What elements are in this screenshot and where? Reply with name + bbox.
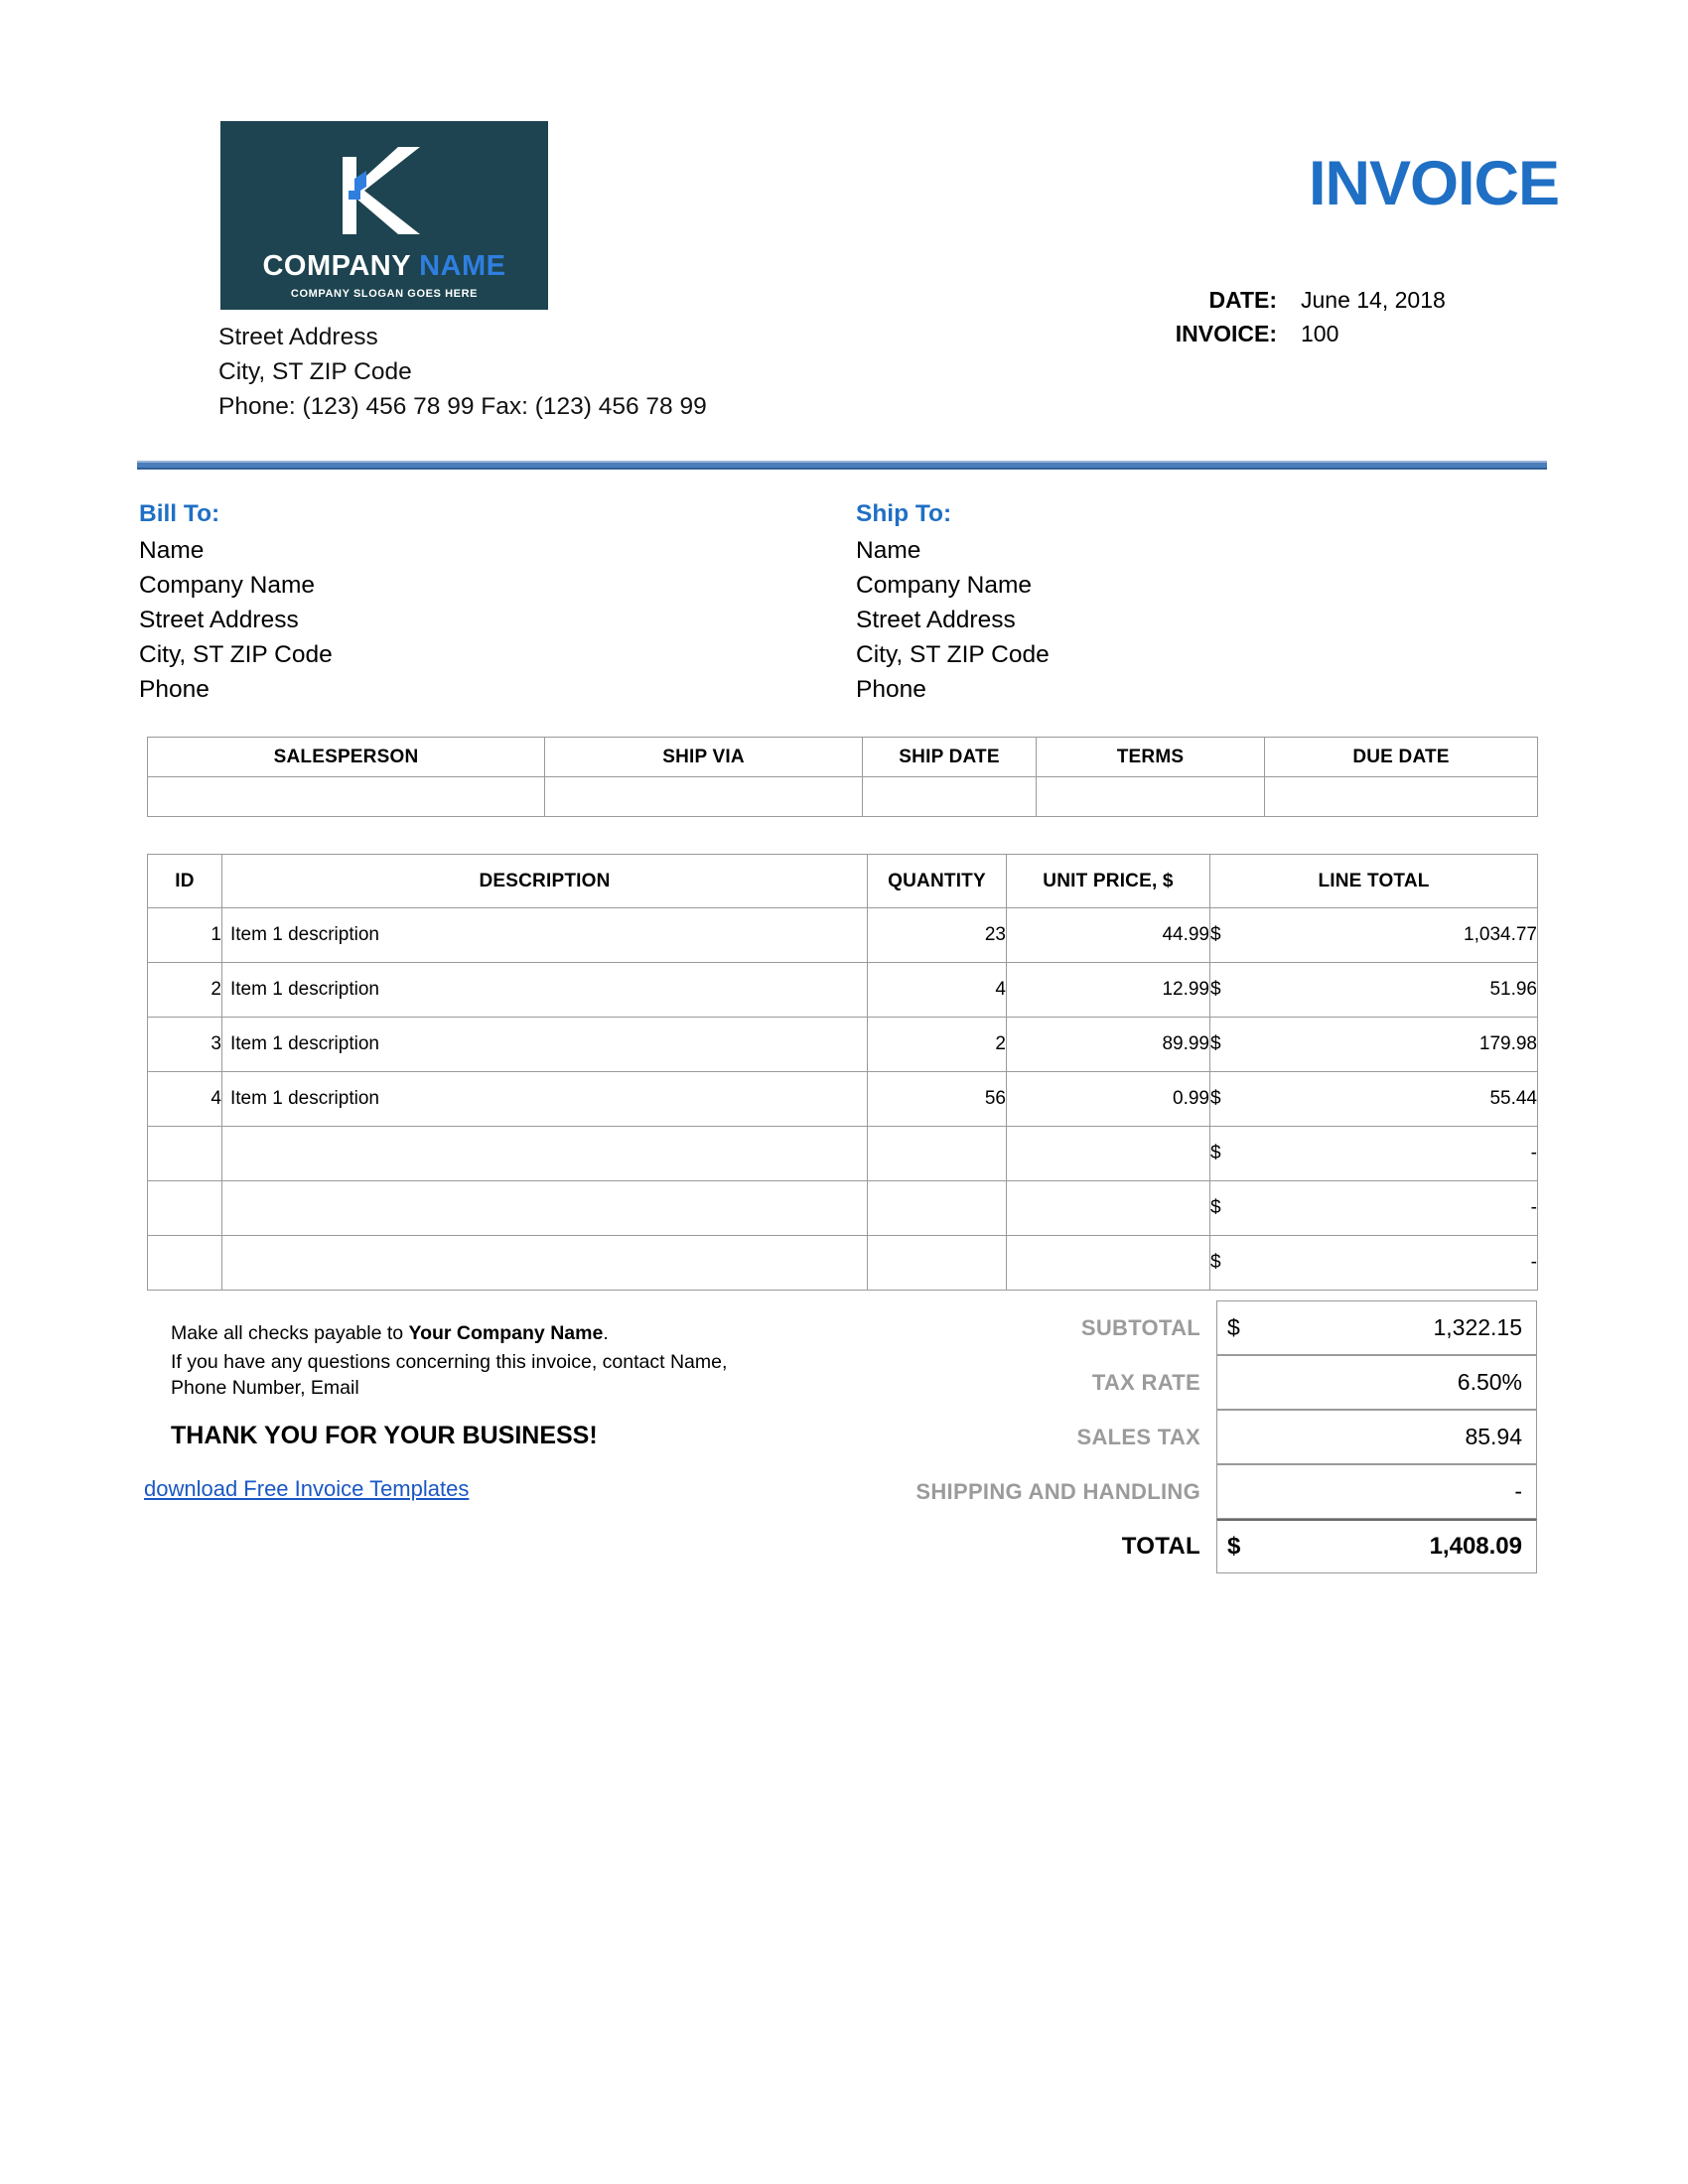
totals-value: 85.94 (1465, 1424, 1522, 1449)
cell-currency-symbol[interactable]: $ (1210, 1018, 1255, 1072)
cell-description[interactable]: Item 1 description (222, 908, 868, 963)
header-line-total: LINE TOTAL (1210, 855, 1538, 908)
cell-line-total[interactable]: - (1255, 1181, 1538, 1236)
shipping-info-value-row (148, 777, 1538, 817)
invoice-meta (1122, 283, 1559, 350)
totals-label: SALES TAX (1076, 1424, 1200, 1449)
totals-label: TAX RATE (1091, 1369, 1200, 1395)
cell-currency-symbol[interactable]: $ (1210, 963, 1255, 1018)
bill-to-city: City, ST ZIP Code (139, 641, 333, 668)
totals-value-cell[interactable] (1216, 1355, 1537, 1410)
company-logo (220, 121, 548, 310)
logo-word-company: COMPANY (262, 250, 411, 282)
cell-unit-price[interactable]: 44.99 (1007, 908, 1210, 963)
table-row (148, 908, 1538, 963)
logo-company-name (220, 250, 548, 283)
cell-description[interactable]: Item 1 description (222, 1018, 868, 1072)
cell-description[interactable]: Item 1 description (222, 963, 868, 1018)
cell-id[interactable]: 2 (148, 963, 222, 1018)
totals-value: - (1514, 1478, 1522, 1504)
totals-label: SHIPPING AND HANDLING (915, 1478, 1200, 1504)
company-phone-fax: Phone: (123) 456 78 99 Fax: (123) 456 78 99 (218, 393, 707, 420)
header-ship-date: SHIP DATE (863, 738, 1037, 777)
table-row (148, 1181, 1538, 1236)
notes-line-1-prefix: Make all checks payable to (171, 1322, 409, 1344)
header-terms: TERMS (1037, 738, 1265, 777)
totals-value-cell[interactable] (1216, 1410, 1537, 1464)
cell-line-total[interactable]: 1,034.77 (1255, 908, 1538, 963)
line-items-table (147, 854, 1538, 1291)
ship-to-block (856, 496, 1050, 707)
cell-line-total[interactable]: 51.96 (1255, 963, 1538, 1018)
cell-quantity[interactable]: 4 (868, 963, 1007, 1018)
value-ship-date[interactable] (863, 777, 1037, 817)
thank-you-message: THANK YOU FOR YOUR BUSINESS! (171, 1422, 598, 1449)
invoice-date-value: June 14, 2018 (1301, 287, 1446, 313)
cell-id[interactable]: 1 (148, 908, 222, 963)
totals-currency-symbol: $ (1227, 1314, 1240, 1340)
value-terms[interactable] (1037, 777, 1265, 817)
cell-unit-price[interactable]: 89.99 (1007, 1018, 1210, 1072)
header-divider (137, 461, 1547, 470)
cell-currency-symbol[interactable]: $ (1210, 1181, 1255, 1236)
value-salesperson[interactable] (148, 777, 545, 817)
totals-row (874, 1355, 1537, 1410)
company-city: City, ST ZIP Code (218, 358, 412, 385)
cell-line-total[interactable]: - (1255, 1127, 1538, 1181)
header-description: DESCRIPTION (222, 855, 868, 908)
bill-to-title: Bill To: (139, 500, 220, 527)
notes-line-2: If you have any questions concerning this invoice, contact Name, (171, 1351, 728, 1373)
shipping-info-table (147, 737, 1538, 817)
header-id: ID (148, 855, 222, 908)
table-row (148, 1018, 1538, 1072)
page-title: INVOICE (1308, 149, 1559, 218)
bill-to-company: Company Name (139, 572, 316, 599)
logo-word-name: NAME (419, 250, 506, 282)
invoice-number-row (1122, 317, 1559, 350)
bill-to-block (139, 496, 333, 707)
totals-row (874, 1464, 1537, 1519)
cell-description[interactable] (222, 1127, 868, 1181)
table-row (148, 1072, 1538, 1127)
cell-quantity[interactable] (868, 1181, 1007, 1236)
totals-value: 1,322.15 (1433, 1314, 1522, 1340)
invoice-number-label: INVOICE: (1175, 321, 1277, 346)
header-unit-price: UNIT PRICE, $ (1007, 855, 1210, 908)
invoice-header (0, 0, 1688, 467)
header-ship-via: SHIP VIA (545, 738, 863, 777)
cell-unit-price[interactable] (1007, 1236, 1210, 1291)
table-row (148, 1127, 1538, 1181)
cell-unit-price[interactable]: 12.99 (1007, 963, 1210, 1018)
logo-slogan: COMPANY SLOGAN GOES HERE (290, 288, 479, 300)
ship-to-name: Name (856, 537, 921, 564)
cell-id[interactable]: 3 (148, 1018, 222, 1072)
table-row (148, 963, 1538, 1018)
totals-value: 1,408.09 (1429, 1533, 1522, 1560)
cell-line-total[interactable]: 55.44 (1255, 1072, 1538, 1127)
header-quantity: QUANTITY (868, 855, 1007, 908)
totals-value-cell[interactable] (1216, 1300, 1537, 1355)
cell-currency-symbol[interactable]: $ (1210, 1127, 1255, 1181)
totals-currency-symbol: $ (1227, 1533, 1241, 1560)
cell-currency-symbol[interactable]: $ (1210, 1236, 1255, 1291)
cell-line-total[interactable]: 179.98 (1255, 1018, 1538, 1072)
bill-to-street: Street Address (139, 607, 299, 633)
cell-id[interactable] (148, 1181, 222, 1236)
totals-label: TOTAL (1121, 1532, 1200, 1560)
cell-unit-price[interactable] (1007, 1127, 1210, 1181)
cell-currency-symbol[interactable]: $ (1210, 908, 1255, 963)
cell-quantity[interactable]: 2 (868, 1018, 1007, 1072)
cell-description[interactable] (222, 1181, 868, 1236)
totals-row (874, 1300, 1537, 1355)
header-due-date: DUE DATE (1265, 738, 1538, 777)
company-street: Street Address (218, 324, 378, 350)
cell-id[interactable]: 4 (148, 1072, 222, 1127)
cell-currency-symbol[interactable]: $ (1210, 1072, 1255, 1127)
totals-row (874, 1519, 1537, 1573)
cell-quantity[interactable]: 56 (868, 1072, 1007, 1127)
notes-company-name: Your Company Name (408, 1322, 604, 1344)
company-address (218, 320, 707, 424)
ship-to-street: Street Address (856, 607, 1016, 633)
notes-line-1 (171, 1320, 886, 1346)
cell-unit-price[interactable] (1007, 1181, 1210, 1236)
cell-line-total[interactable]: - (1255, 1236, 1538, 1291)
totals-value-cell[interactable] (1216, 1519, 1537, 1573)
ship-to-city: City, ST ZIP Code (856, 641, 1050, 668)
download-templates-link[interactable]: download Free Invoice Templates (144, 1476, 470, 1501)
cell-quantity[interactable] (868, 1127, 1007, 1181)
notes-line-3: Phone Number, Email (171, 1377, 359, 1399)
value-due-date[interactable] (1265, 777, 1538, 817)
totals-value: 6.50% (1457, 1369, 1522, 1395)
cell-quantity[interactable]: 23 (868, 908, 1007, 963)
bill-to-name: Name (139, 537, 205, 564)
value-ship-via[interactable] (545, 777, 863, 817)
invoice-number-value: 100 (1301, 321, 1339, 346)
cell-id[interactable] (148, 1127, 222, 1181)
totals-value-cell[interactable] (1216, 1464, 1537, 1519)
notes-line-1-suffix: . (603, 1322, 609, 1344)
ship-to-company: Company Name (856, 572, 1033, 599)
table-row (148, 1236, 1538, 1291)
shipping-info-header-row (148, 738, 1538, 777)
ship-to-phone: Phone (856, 676, 926, 703)
totals-row (874, 1410, 1537, 1464)
cell-description[interactable] (222, 1236, 868, 1291)
invoice-notes (171, 1320, 886, 1401)
line-items-header-row (148, 855, 1538, 908)
ship-to-title: Ship To: (856, 500, 952, 527)
logo-mark-icon (325, 139, 444, 248)
cell-quantity[interactable] (868, 1236, 1007, 1291)
cell-description[interactable]: Item 1 description (222, 1072, 868, 1127)
invoice-date-label: DATE: (1208, 287, 1277, 313)
bill-to-phone: Phone (139, 676, 210, 703)
totals-block (874, 1300, 1537, 1573)
cell-unit-price[interactable]: 0.99 (1007, 1072, 1210, 1127)
cell-id[interactable] (148, 1236, 222, 1291)
invoice-date-row (1122, 283, 1559, 317)
header-salesperson: SALESPERSON (148, 738, 545, 777)
totals-label: SUBTOTAL (1080, 1314, 1200, 1340)
